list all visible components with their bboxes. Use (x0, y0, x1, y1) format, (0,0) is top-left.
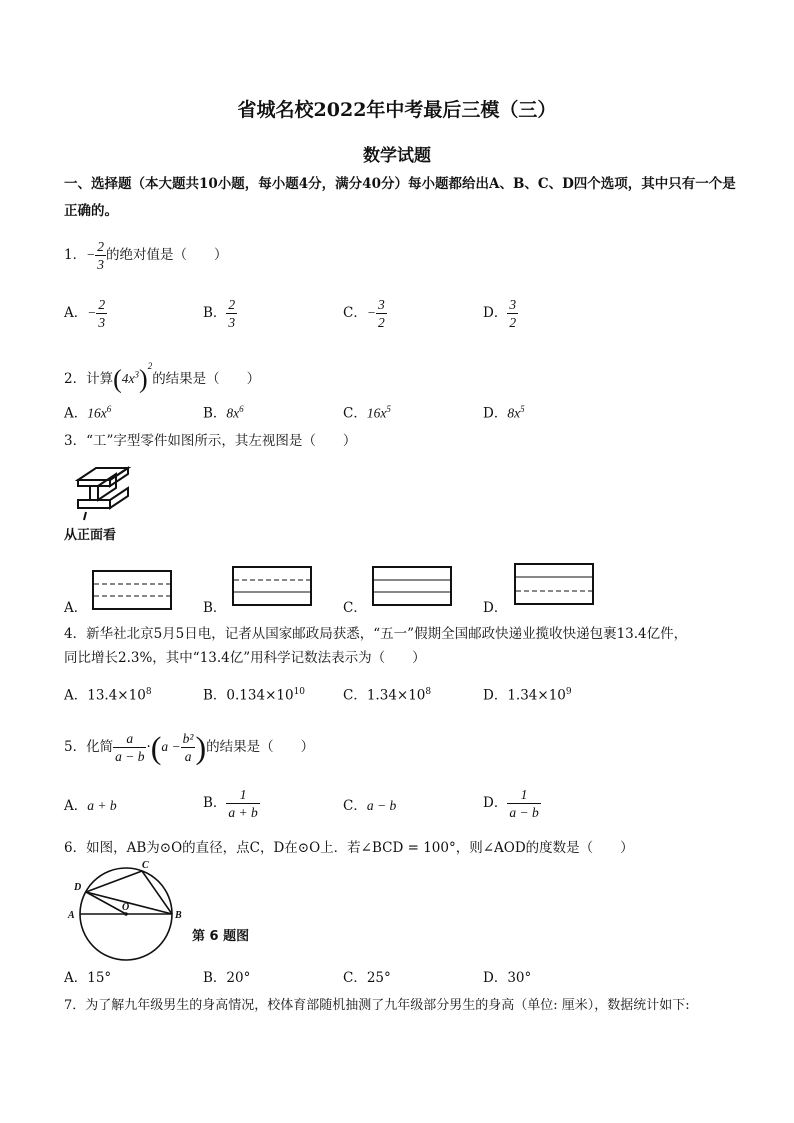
q4-option-d[interactable]: D．$1.34\times 10^9$ (483, 687, 572, 704)
q1-option-a[interactable]: A．− $\frac{2}{3}$ (64, 297, 106, 330)
q5-option-b[interactable]: B． $\frac{1}{a + b}$ (203, 787, 258, 820)
question-1 (64, 238, 227, 273)
q3-option-d-figure (514, 563, 594, 605)
q5-option-d[interactable]: D． $\frac{1}{a - b}$ (483, 787, 539, 820)
minus-sign: − (86, 247, 96, 262)
q2-option-c[interactable]: C．$16x^5$ (343, 404, 391, 422)
figure-caption: 第 6 题图 (192, 929, 250, 944)
q2-option-a[interactable]: A．$16x^6$ (64, 404, 112, 422)
point-label-a: A (68, 910, 75, 921)
q1-option-b[interactable]: B． $\frac{2}{3}$ (203, 297, 236, 330)
section-instruction: 一、选择题（本大题共10小题，每小题4分，满分40分）每小题都给出A、B、C、D四个选项，其中只有一个是正确的。 (64, 176, 736, 219)
question-4-line-2: 同比增长2.3%，其中“13.4亿”用科学记数法表示为（ ） (64, 650, 426, 666)
point-label-b: B (175, 910, 182, 921)
q2-option-d[interactable]: D．$8x^5$ (483, 404, 525, 422)
q1-option-d[interactable]: D． $\frac{3}{2}$ (483, 297, 517, 330)
q4-option-b[interactable]: B．$0.134\times 10^{10}$ (203, 687, 306, 704)
q3-option-c-figure (372, 566, 452, 606)
question-3: 3．“工”字型零件如图所示，其左视图是（ ） (64, 433, 357, 449)
q3-option-a-figure (92, 570, 172, 610)
q6-option-b[interactable]: B．20° (203, 970, 251, 986)
page-title: 省城名校2022年中考最后三模（三） (237, 99, 557, 121)
q4-option-c[interactable]: C．$1.34\times 10^8$ (343, 687, 432, 704)
q3-option-d[interactable]: D． (483, 600, 508, 616)
question-2: 2．计算$(4x^3)^2$的结果是（ ） (64, 361, 261, 394)
q2-option-b[interactable]: B．$8x^6$ (203, 404, 244, 422)
q5-option-a[interactable]: A．a + b (64, 798, 117, 814)
question-7: 7．为了解九年级男生的身高情况，校体育部随机抽测了九年级部分男生的身高（单位: 厘米），数据统计如下: (64, 998, 690, 1013)
q5-option-c[interactable]: C．a − b (343, 798, 397, 814)
q3-option-b-figure (232, 566, 312, 606)
question-4-line-1: 4．新华社北京5月5日电，记者从国家邮政局获悉，“五一”假期全国邮政快递业揽收快递包裹13.4亿件， (64, 626, 688, 642)
point-label-d: D (74, 882, 82, 893)
q6-option-a[interactable]: A．15° (64, 970, 112, 986)
question-text: 的绝对值是（ ） (105, 247, 228, 263)
page-subtitle: 数学试题 (363, 146, 431, 166)
figure-caption: 从正面看 (64, 528, 117, 543)
circle-figure (64, 860, 194, 964)
q4-option-a[interactable]: A．$13.4\times 10^8$ (64, 687, 152, 704)
q3-option-b[interactable]: B． (203, 600, 227, 616)
i-beam-figure (70, 462, 140, 526)
q6-option-d[interactable]: D．30° (483, 970, 532, 986)
fraction: $\frac{2}{3}$ (97, 239, 104, 272)
q3-option-a[interactable]: A． (64, 600, 88, 616)
question-number: 1． (64, 247, 87, 263)
q3-option-c[interactable]: C． (343, 600, 367, 616)
q6-option-c[interactable]: C．25° (343, 970, 391, 986)
point-label-o: O (122, 902, 130, 913)
question-5: 5．化简 $\frac{a}{a - b}$ ·(a − $\frac{\text{b²}}{a}$ )的结果是（ ） (64, 729, 315, 766)
point-label-c: C (142, 860, 149, 871)
q1-option-c[interactable]: C．− $\frac{3}{2}$ (343, 297, 385, 330)
question-6: 6．如图，AB为⊙O的直径，点C，D在⊙O上．若∠BCD = 100°，则∠AOD的度数是（ ） (64, 840, 634, 856)
